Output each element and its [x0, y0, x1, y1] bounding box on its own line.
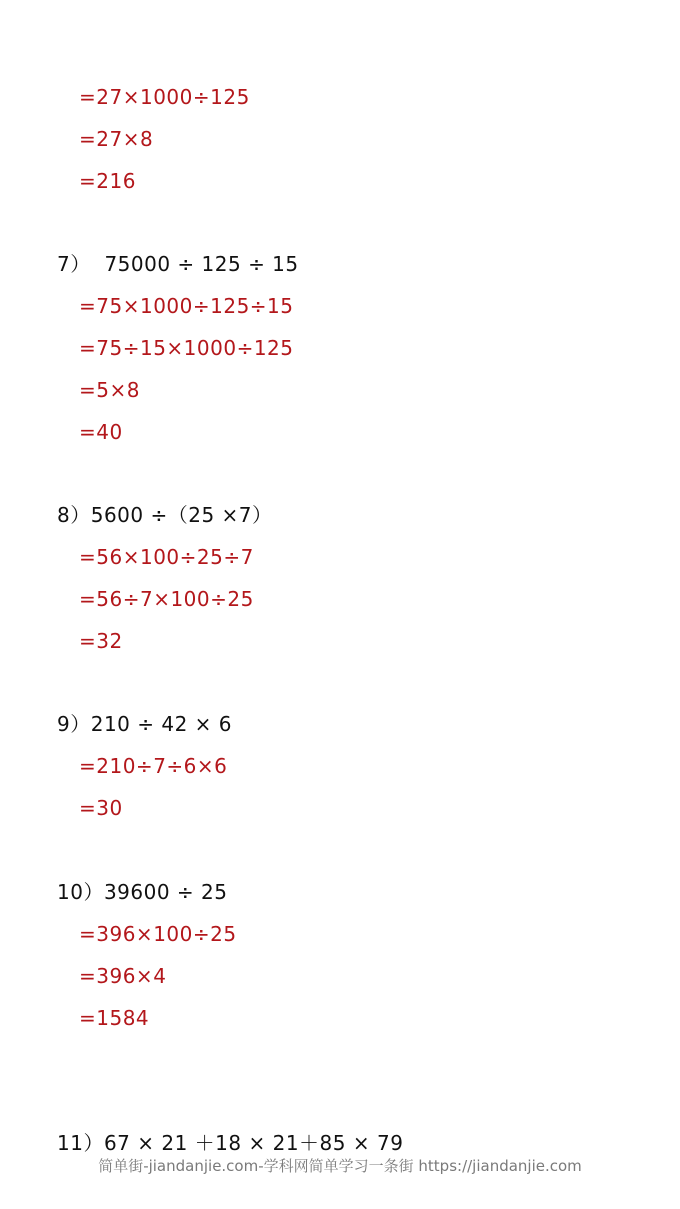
solution-step: =27×1000÷125 [79, 85, 250, 109]
solution-step: =396×100÷25 [79, 922, 237, 946]
solution-step: =32 [79, 629, 123, 653]
solution-step: =27×8 [79, 127, 154, 151]
problem-7: 7） 75000 ÷ 125 ÷ 15 [57, 252, 299, 276]
solution-step: =56÷7×100÷25 [79, 587, 254, 611]
solution-step: =1584 [79, 1006, 150, 1030]
problem-8: 8）5600 ÷（25 ×7） [57, 503, 273, 527]
problem-11: 11）67 × 21 ＋18 × 21＋85 × 79 [57, 1131, 404, 1155]
solution-step: =40 [79, 420, 123, 444]
solution-step: =75×1000÷125÷15 [79, 294, 294, 318]
solution-step: =396×4 [79, 964, 167, 988]
solution-step: =56×100÷25÷7 [79, 545, 254, 569]
problem-9: 9）210 ÷ 42 × 6 [57, 712, 233, 736]
footer-watermark: 简单街-jiandanjie.com-学科网简单学习一条街 https://jiandanjie.com [98, 1157, 582, 1175]
problem-10: 10）39600 ÷ 25 [57, 880, 228, 904]
solution-step: =210÷7÷6×6 [79, 754, 228, 778]
solution-step: =75÷15×1000÷125 [79, 336, 294, 360]
solution-step: =5×8 [79, 378, 140, 402]
solution-step: =30 [79, 796, 123, 820]
solution-step: =216 [79, 169, 136, 193]
